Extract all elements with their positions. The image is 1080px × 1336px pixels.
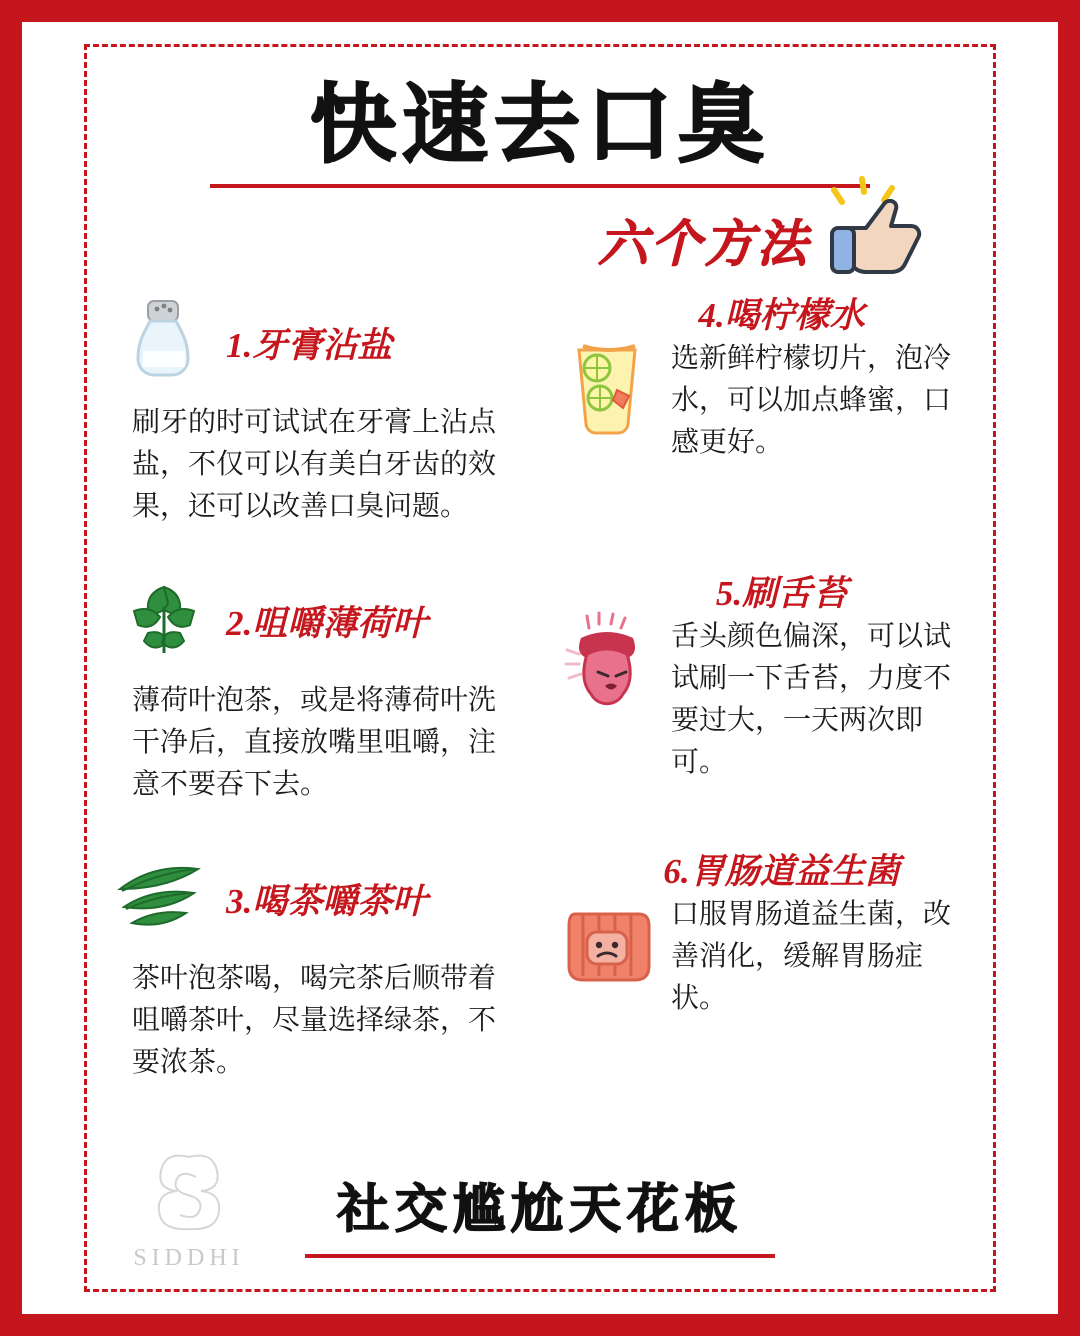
footer-divider: [305, 1254, 775, 1258]
tongue-icon: [553, 610, 661, 718]
thumbs-up-icon: [820, 176, 930, 286]
poster-content: [84, 44, 996, 1292]
tip-body-5: 舌头颜色偏深，可以试试刷一下舌苔，力度不要过大，一天两次即可。: [671, 621, 952, 779]
tip-title-6: 6.胃肠道益生菌: [663, 852, 900, 892]
siddhi-logo-icon: [134, 1147, 244, 1243]
tip-title-5: 5.刷舌苔: [715, 574, 848, 614]
tip-header-1: [110, 288, 527, 398]
tip-content-5: [553, 616, 970, 784]
tip-header-3: [110, 844, 527, 954]
tip-content-4: [553, 338, 970, 464]
tip-title-row-5: [553, 566, 970, 616]
subtitle: 六个方法: [598, 215, 810, 274]
tip-body-4: 选新鲜柠檬切片，泡冷水，可以加点蜂蜜，口感更好。: [671, 343, 952, 459]
tip-body-6: 口服胃肠道益生菌，改善消化，缓解胃肠症状。: [671, 899, 952, 1015]
brand-name: SIDDHI: [133, 1245, 245, 1271]
tip-body-3: 茶叶泡茶喝，喝完茶后顺带着咀嚼茶叶，尽量选择绿茶，不要浓茶。: [132, 963, 497, 1079]
tip-card-2: [110, 566, 527, 826]
mint-leaf-icon: [110, 567, 218, 675]
salt-shaker-icon: [110, 289, 218, 397]
title-block: [110, 75, 970, 188]
subtitle-row: [110, 196, 970, 282]
tip-card-5: [553, 566, 970, 826]
tips-grid: [110, 288, 970, 1104]
tip-title-row-6: [553, 844, 970, 894]
footer-title: 社交尴尬天花板: [336, 1180, 743, 1240]
tip-content-6: [553, 894, 970, 1020]
page-title: 快速去口臭: [310, 75, 770, 175]
tip-title-4: 4.喝柠檬水: [698, 296, 865, 336]
tea-leaf-icon: [110, 845, 218, 953]
tip-header-2: [110, 566, 527, 676]
lemon-water-glass-icon: [553, 332, 661, 440]
tip-title-1: 1.牙膏沾盐: [226, 326, 393, 366]
tip-card-3: [110, 844, 527, 1104]
tip-title-3: 3.喝茶嚼茶叶: [226, 882, 428, 922]
tip-card-1: [110, 288, 527, 548]
tip-body-1: 刷牙的时可试试在牙膏上沾点盐，不仅可以有美白牙齿的效果，还可以改善口臭问题。: [132, 407, 497, 523]
tip-card-6: [553, 844, 970, 1104]
tip-body-2: 薄荷叶泡茶，或是将薄荷叶洗干净后，直接放嘴里咀嚼，注意不要吞下去。: [132, 685, 497, 801]
brand-logo: [114, 1147, 264, 1272]
tip-card-4: [553, 288, 970, 548]
intestine-icon: [553, 888, 661, 996]
tip-title-row-4: [553, 288, 970, 338]
tip-title-2: 2.咀嚼薄荷叶: [226, 604, 428, 644]
title-divider: [210, 184, 870, 188]
